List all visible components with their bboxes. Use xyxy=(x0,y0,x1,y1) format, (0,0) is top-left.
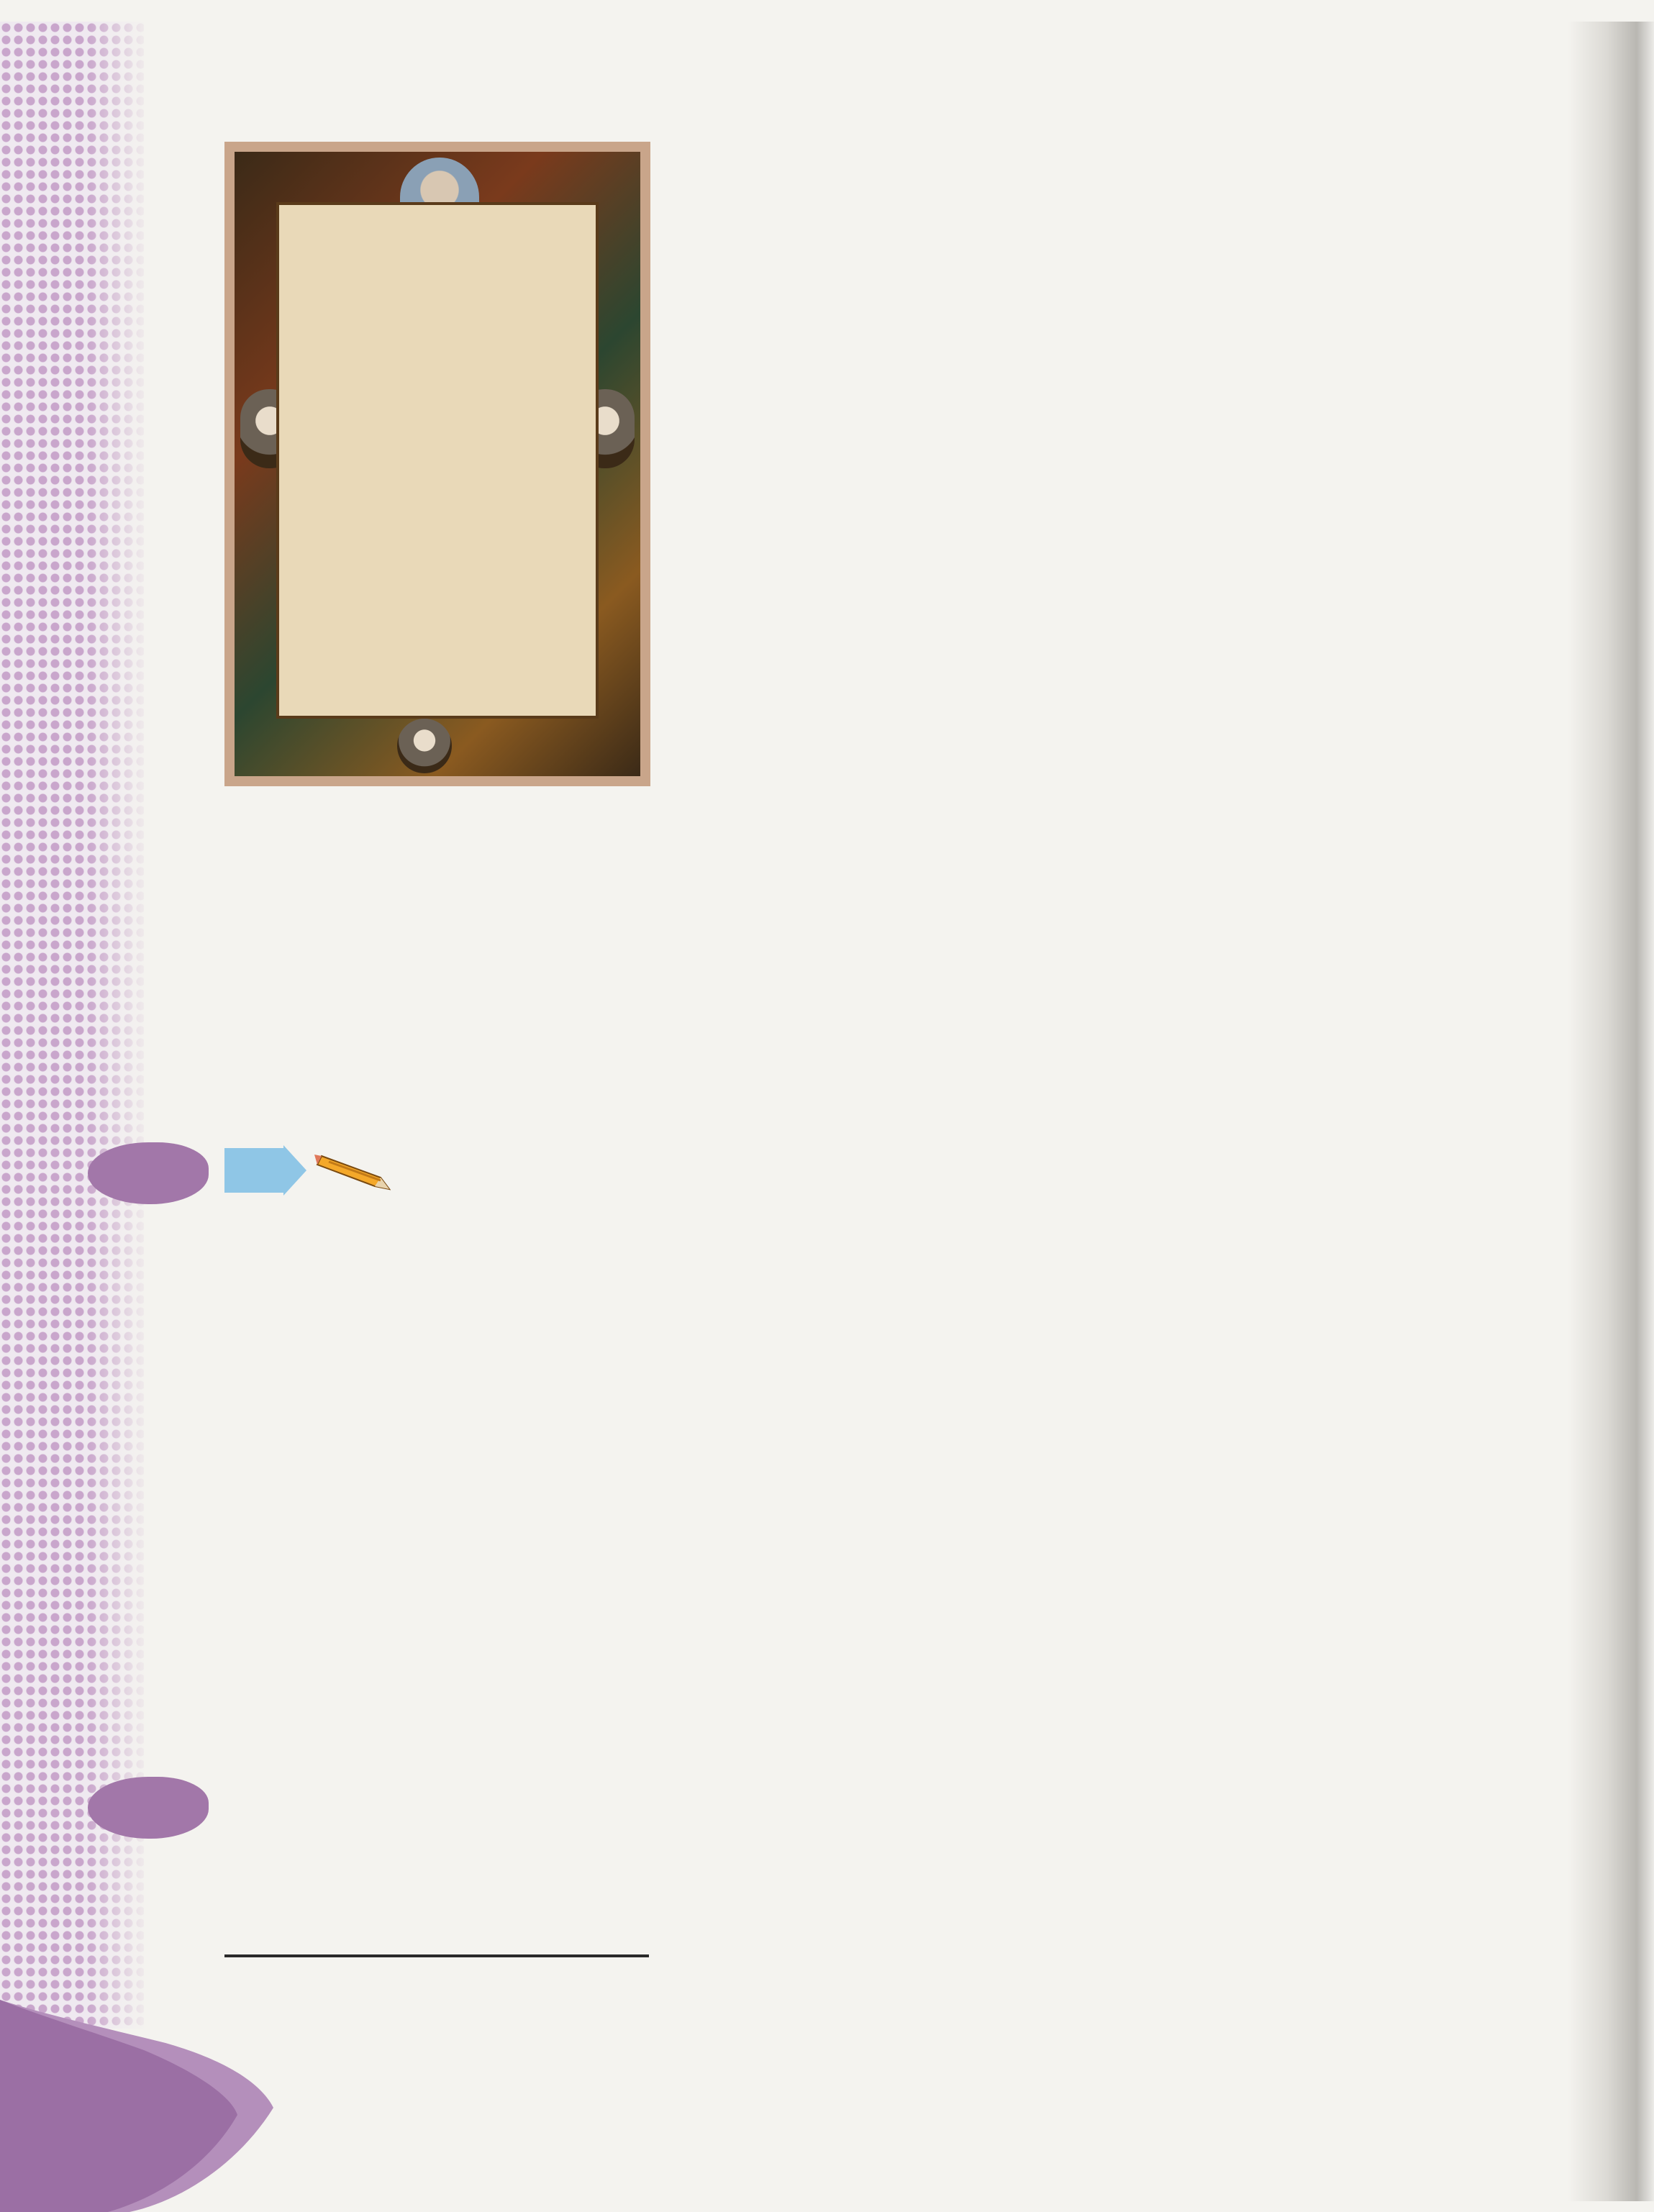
portrait-bottom xyxy=(397,719,452,773)
document-parchment xyxy=(276,202,599,719)
pencil-icon xyxy=(314,1149,399,1193)
ornamental-frame xyxy=(235,152,640,776)
footnote-divider xyxy=(224,1954,649,1957)
exercise-17-badge xyxy=(88,1142,209,1204)
dot-band-fade xyxy=(86,22,151,2029)
page-corner-shape xyxy=(0,2000,302,2212)
sfa-icon xyxy=(224,1145,306,1196)
bill-of-rights-illustration xyxy=(224,142,650,786)
page-gutter-shadow xyxy=(1568,22,1654,2201)
exercise-18-badge xyxy=(88,1777,209,1839)
